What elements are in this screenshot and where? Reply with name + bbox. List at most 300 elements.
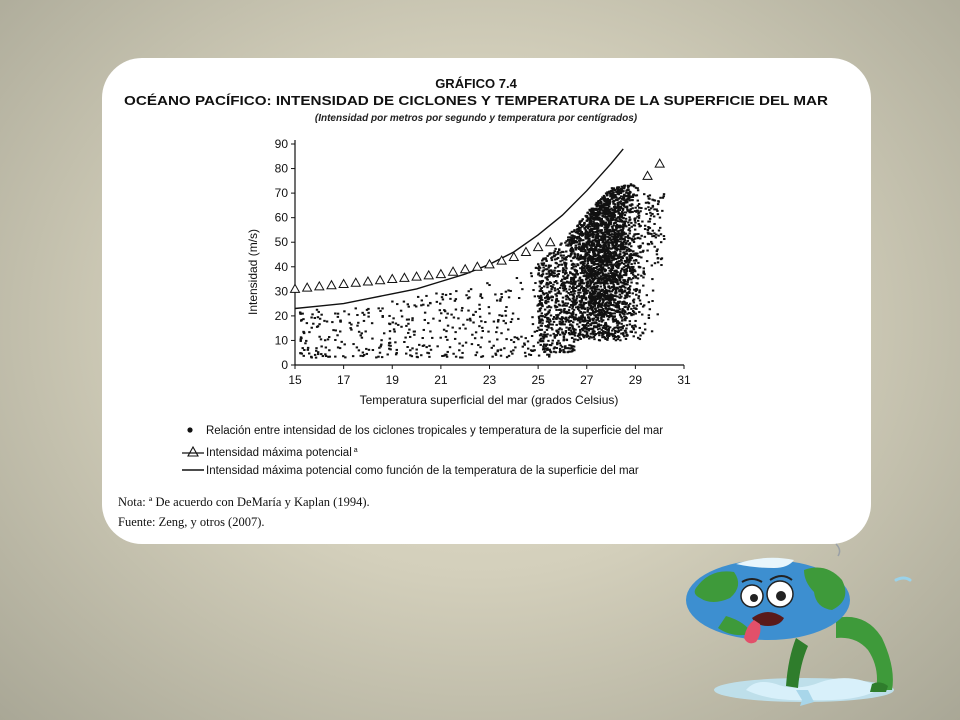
scatter-point: [626, 334, 628, 336]
scatter-point: [630, 222, 632, 224]
scatter-point: [606, 227, 608, 229]
scatter-point: [557, 340, 559, 342]
scatter-point: [598, 277, 600, 279]
scatter-point: [546, 268, 548, 270]
scatter-point: [443, 309, 445, 311]
scatter-point: [663, 195, 665, 197]
scatter-point: [644, 228, 646, 230]
scatter-point: [603, 257, 605, 259]
scatter-point: [601, 271, 603, 273]
scatter-point: [577, 254, 579, 256]
scatter-point: [479, 346, 481, 348]
scatter-point: [303, 355, 305, 357]
scatter-point: [505, 338, 507, 340]
scatter-point: [624, 290, 626, 292]
scatter-point: [507, 329, 509, 331]
scatter-point: [624, 287, 626, 289]
scatter-point: [632, 300, 634, 302]
x-tick-label: 19: [385, 373, 399, 387]
scatter-point: [605, 261, 607, 263]
scatter-point: [654, 262, 656, 264]
scatter-point: [326, 321, 328, 323]
scatter-point: [590, 282, 592, 284]
scatter-point: [623, 263, 625, 265]
scatter-point: [318, 311, 320, 313]
scatter-point: [573, 333, 575, 335]
scatter-point: [572, 263, 574, 265]
scatter-point: [609, 229, 611, 231]
scatter-point: [591, 261, 593, 263]
scatter-point: [600, 218, 602, 220]
scatter-point: [534, 282, 536, 284]
scatter-point: [591, 213, 593, 215]
scatter-point: [638, 291, 640, 293]
scatter-point: [567, 245, 569, 247]
scatter-point: [586, 247, 588, 249]
scatter-point: [449, 298, 451, 300]
scatter-point: [541, 340, 543, 342]
scatter-point: [568, 309, 570, 311]
scatter-point: [392, 321, 394, 323]
scatter-point: [571, 337, 573, 339]
scatter-point: [578, 333, 580, 335]
scatter-point: [522, 346, 524, 348]
scatter-point: [394, 341, 396, 343]
scatter-point: [612, 328, 614, 330]
scatter-point: [439, 320, 441, 322]
scatter-point: [389, 345, 391, 347]
scatter-point: [628, 197, 630, 199]
scatter-point: [572, 311, 574, 313]
scatter-point: [357, 322, 359, 324]
scatter-point: [608, 225, 610, 227]
scatter-point: [620, 195, 622, 197]
scatter-point: [422, 345, 424, 347]
scatter-point: [547, 297, 549, 299]
scatter-point: [603, 295, 605, 297]
scatter-point: [650, 233, 652, 235]
scatter-point: [480, 320, 482, 322]
scatter-point: [612, 189, 614, 191]
scatter-point: [371, 338, 373, 340]
triangle-marker: [291, 284, 300, 292]
triangle-marker: [461, 265, 470, 273]
scatter-point: [604, 224, 606, 226]
scatter-point: [494, 293, 496, 295]
scatter-point: [585, 229, 587, 231]
scatter-point: [624, 236, 626, 238]
scatter-point: [634, 222, 636, 224]
scatter-point: [600, 201, 602, 203]
scatter-point: [592, 228, 594, 230]
scatter-point: [556, 282, 558, 284]
scatter-point: [617, 216, 619, 218]
scatter-point: [610, 297, 612, 299]
scatter-point: [626, 294, 628, 296]
scatter-point: [623, 248, 625, 250]
scatter-point: [349, 327, 351, 329]
scatter-point: [563, 351, 565, 353]
scatter-point: [601, 334, 603, 336]
scatter-point: [600, 324, 602, 326]
scatter-point: [320, 338, 322, 340]
scatter-point: [586, 323, 588, 325]
scatter-point: [607, 244, 609, 246]
scatter-point: [500, 293, 502, 295]
scatter-point: [629, 230, 631, 232]
scatter-point: [606, 194, 608, 196]
scatter-point: [620, 219, 622, 221]
scatter-point: [640, 303, 642, 305]
scatter-point: [624, 260, 626, 262]
scatter-point: [625, 198, 627, 200]
scatter-point: [651, 300, 653, 302]
scatter-point: [501, 315, 503, 317]
scatter-point: [570, 260, 572, 262]
scatter-point: [627, 266, 629, 268]
scatter-point: [573, 230, 575, 232]
scatter-point: [356, 346, 358, 348]
scatter-point: [557, 251, 559, 253]
scatter-point: [488, 284, 490, 286]
scatter-point: [625, 338, 627, 340]
scatter-point: [619, 192, 621, 194]
triangle-marker: [534, 243, 543, 251]
scatter-point: [363, 314, 365, 316]
scatter-point: [409, 349, 411, 351]
scatter-point: [396, 303, 398, 305]
scatter-point: [619, 297, 621, 299]
scatter-point: [611, 309, 613, 311]
scatter-point: [598, 323, 600, 325]
scatter-point: [510, 339, 512, 341]
scatter-point: [320, 345, 322, 347]
scatter-point: [613, 206, 615, 208]
scatter-point: [605, 298, 607, 300]
scatter-point: [596, 325, 598, 327]
scatter-point: [648, 243, 650, 245]
scatter-point: [600, 310, 602, 312]
scatter-point: [500, 355, 502, 357]
scatter-point: [428, 356, 430, 358]
scatter-point: [467, 310, 469, 312]
scatter-point: [608, 199, 610, 201]
scatter-points: [299, 183, 666, 358]
scatter-point: [546, 278, 548, 280]
scatter-point: [481, 297, 483, 299]
scatter-point: [625, 200, 627, 202]
scatter-point: [401, 315, 403, 317]
scatter-point: [500, 332, 502, 334]
scatter-point: [572, 314, 574, 316]
scatter-point: [511, 353, 513, 355]
scatter-point: [359, 334, 361, 336]
scatter-point: [578, 236, 580, 238]
scatter-point: [413, 331, 415, 333]
scatter-point: [577, 339, 579, 341]
scatter-point: [647, 229, 649, 231]
scatter-point: [620, 260, 622, 262]
scatter-point: [606, 295, 608, 297]
scatter-point: [602, 235, 604, 237]
scatter-point: [299, 352, 301, 354]
scatter-point: [550, 351, 552, 353]
scatter-point: [377, 307, 379, 309]
scatter-point: [639, 251, 641, 253]
scatter-point: [389, 323, 391, 325]
scatter-point: [555, 324, 557, 326]
scatter-point: [568, 327, 570, 329]
scatter-point: [600, 245, 602, 247]
scatter-point: [609, 315, 611, 317]
scatter-point: [379, 310, 381, 312]
scatter-point: [512, 312, 514, 314]
scatter-point: [306, 322, 308, 324]
scatter-point: [549, 281, 551, 283]
scatter-point: [611, 290, 613, 292]
scatter-point: [558, 304, 560, 306]
scatter-point: [612, 317, 614, 319]
scatter-point: [480, 337, 482, 339]
scatter-point: [320, 353, 322, 355]
scatter-point: [566, 275, 568, 277]
scatter-point: [595, 319, 597, 321]
scatter-point: [572, 295, 574, 297]
scatter-point: [427, 304, 429, 306]
scatter-point: [396, 349, 398, 351]
scatter-point: [359, 355, 361, 357]
scatter-point: [618, 289, 620, 291]
scatter-point: [608, 300, 610, 302]
scatter-point: [617, 302, 619, 304]
scatter-point: [624, 310, 626, 312]
scatter-point: [596, 224, 598, 226]
scatter-point: [579, 322, 581, 324]
scatter-point: [657, 313, 659, 315]
scatter-point: [656, 250, 658, 252]
scatter-point: [568, 236, 570, 238]
scatter-point: [570, 320, 572, 322]
scatter-point: [472, 314, 474, 316]
scatter-point: [569, 294, 571, 296]
scatter-point: [612, 259, 614, 261]
scatter-point: [593, 336, 595, 338]
scatter-point: [548, 356, 550, 358]
scatter-point: [588, 337, 590, 339]
scatter-point: [619, 236, 621, 238]
scatter-point: [605, 213, 607, 215]
scatter-point: [630, 263, 632, 265]
scatter-point: [575, 314, 577, 316]
scatter-point: [637, 205, 639, 207]
scatter-point: [527, 348, 529, 350]
triangle-marker: [521, 248, 530, 256]
scatter-point: [461, 310, 463, 312]
scatter-point: [571, 308, 573, 310]
scatter-point: [594, 273, 596, 275]
scatter-point: [594, 271, 596, 273]
scatter-point: [599, 269, 601, 271]
scatter-point: [621, 312, 623, 314]
scatter-point: [555, 262, 557, 264]
scatter-point: [389, 348, 391, 350]
scatter-point: [632, 194, 634, 196]
scatter-point: [358, 331, 360, 333]
scatter-point: [552, 272, 554, 274]
scatter-point: [568, 344, 570, 346]
scatter-point: [541, 275, 543, 277]
scatter-point: [624, 225, 626, 227]
scatter-point: [574, 287, 576, 289]
scatter-point: [556, 315, 558, 317]
scatter-point: [363, 320, 365, 322]
scatter-point: [642, 276, 644, 278]
scatter-point: [545, 273, 547, 275]
scatter-point: [381, 356, 383, 358]
scatter-point: [618, 198, 620, 200]
scatter-point: [615, 239, 617, 241]
scatter-point: [539, 329, 541, 331]
scatter-point: [618, 336, 620, 338]
scatter-point: [545, 301, 547, 303]
scatter-point: [547, 283, 549, 285]
scatter-point: [623, 204, 625, 206]
scatter-point: [393, 331, 395, 333]
scatter-point: [620, 276, 622, 278]
scatter-point: [560, 254, 562, 256]
scatter-point: [404, 337, 406, 339]
scatter-point: [578, 326, 580, 328]
scatter-point: [611, 241, 613, 243]
scatter-point: [575, 303, 577, 305]
scatter-point: [516, 277, 518, 279]
scatter-point: [510, 351, 512, 353]
scatter-point: [541, 322, 543, 324]
scatter-point: [439, 303, 441, 305]
scatter-point: [576, 318, 578, 320]
scatter-point: [584, 274, 586, 276]
scatter-point: [634, 324, 636, 326]
scatter-point: [657, 203, 659, 205]
chart-card: [102, 58, 871, 544]
scatter-point: [595, 209, 597, 211]
scatter-point: [605, 203, 607, 205]
scatter-point: [389, 330, 391, 332]
scatter-point: [615, 253, 617, 255]
scatter-point: [564, 345, 566, 347]
scatter-point: [612, 200, 614, 202]
scatter-point: [589, 301, 591, 303]
scatter-point: [449, 293, 451, 295]
scatter-point: [644, 225, 646, 227]
scatter-point: [540, 307, 542, 309]
legend-item-triangles: [206, 447, 358, 459]
scatter-point: [525, 337, 527, 339]
scatter-point: [605, 327, 607, 329]
scatter-point: [592, 220, 594, 222]
scatter-point: [571, 267, 573, 269]
scatter-point: [343, 310, 345, 312]
scatter-point: [572, 286, 574, 288]
scatter-point: [422, 304, 424, 306]
scatter-point: [631, 331, 633, 333]
x-tick-label: 21: [434, 373, 448, 387]
scatter-point: [589, 215, 591, 217]
scatter-point: [557, 300, 559, 302]
scatter-point: [455, 309, 457, 311]
scatter-point: [339, 330, 341, 332]
scatter-point: [594, 254, 596, 256]
scatter-point: [380, 339, 382, 341]
scatter-point: [538, 269, 540, 271]
scatter-point: [349, 322, 351, 324]
scatter-point: [624, 319, 626, 321]
scatter-point: [554, 250, 556, 252]
scatter-point: [622, 217, 624, 219]
scatter-point: [552, 284, 554, 286]
scatter-point: [621, 286, 623, 288]
scatter-point: [300, 319, 302, 321]
scatter-point: [629, 211, 631, 213]
scatter-point: [537, 310, 539, 312]
scatter-point: [348, 313, 350, 315]
scatter-point: [593, 258, 595, 260]
scatter-point: [630, 250, 632, 252]
scatter-point: [586, 334, 588, 336]
scatter-point: [599, 231, 601, 233]
scatter-point: [625, 303, 627, 305]
scatter-point: [623, 315, 625, 317]
scatter-point: [548, 275, 550, 277]
scatter-point: [586, 225, 588, 227]
scatter-point: [590, 265, 592, 267]
scatter-point: [595, 244, 597, 246]
scatter-point: [524, 355, 526, 357]
scatter-point: [635, 233, 637, 235]
scatter-point: [538, 265, 540, 267]
scatter-point: [628, 224, 630, 226]
scatter-point: [606, 315, 608, 317]
scatter-point: [624, 253, 626, 255]
scatter-point: [571, 247, 573, 249]
scatter-point: [591, 241, 593, 243]
scatter-point: [424, 312, 426, 314]
scatter-point: [588, 317, 590, 319]
triangle-marker: [315, 282, 324, 290]
scatter-point: [634, 254, 636, 256]
scatter-point: [639, 334, 641, 336]
scatter-point: [614, 336, 616, 338]
scatter-point: [403, 301, 405, 303]
scatter-point: [582, 245, 584, 247]
triangle-marker: [449, 267, 458, 275]
scatter-point: [587, 219, 589, 221]
scatter-point: [653, 215, 655, 217]
scatter-point: [647, 195, 649, 197]
scatter-point: [597, 305, 599, 307]
scatter-point: [562, 301, 564, 303]
triangle-marker: [485, 260, 494, 268]
scatter-point: [629, 268, 631, 270]
scatter-point: [581, 267, 583, 269]
scatter-point: [630, 183, 632, 185]
scatter-point: [570, 279, 572, 281]
scatter-point: [589, 285, 591, 287]
scatter-point: [585, 298, 587, 300]
scatter-point: [566, 347, 568, 349]
scatter-point: [594, 321, 596, 323]
scatter-point: [629, 323, 631, 325]
